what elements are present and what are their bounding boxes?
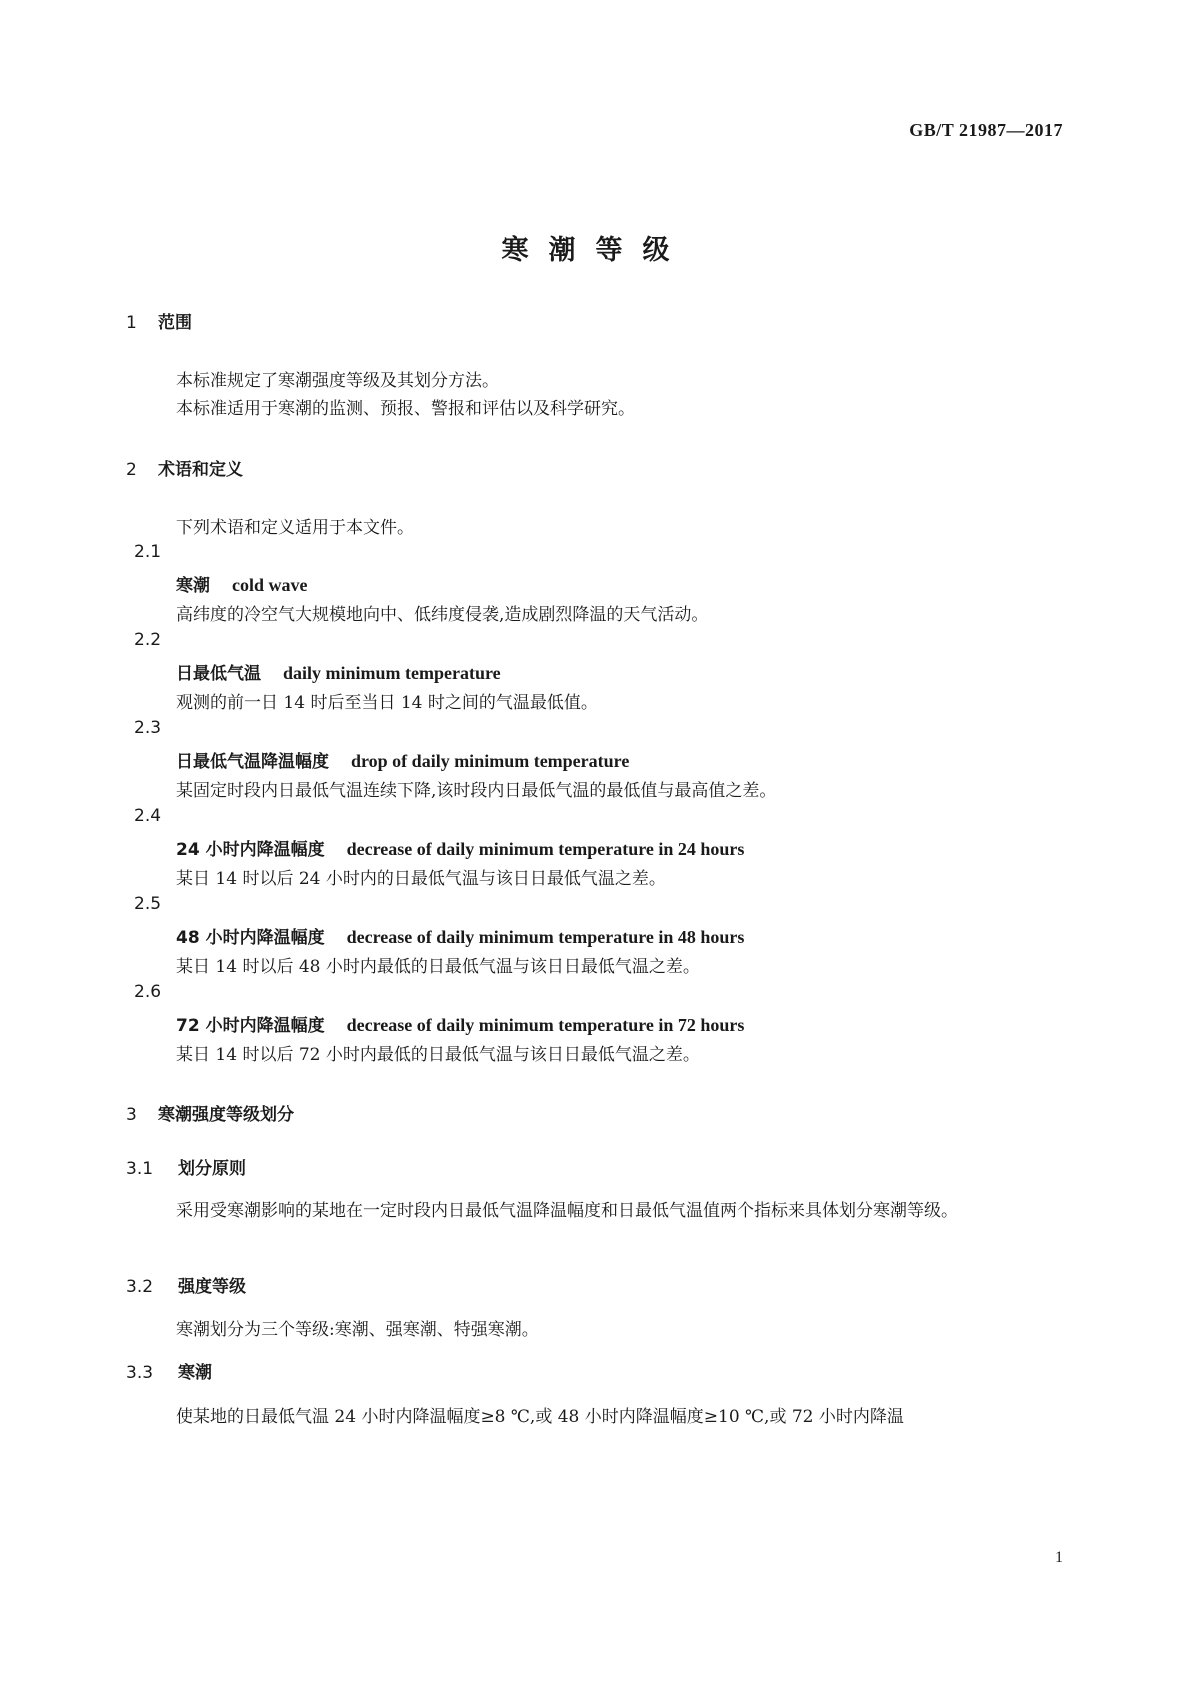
term-number: 2.1 bbox=[134, 542, 162, 562]
section-number: 3.3 bbox=[126, 1363, 154, 1383]
paragraph: 采用受寒潮影响的某地在一定时段内日最低气温降温幅度和日最低气温值两个指标来具体划分寒潮等级。 bbox=[176, 1201, 958, 1221]
term-definition: 观测的前一日 14 时后至当日 14 时之间的气温最低值。 bbox=[176, 693, 598, 713]
term-en: cold wave bbox=[232, 575, 308, 595]
section-number: 1 bbox=[126, 313, 137, 333]
term-definition: 某固定时段内日最低气温连续下降,该时段内日最低气温的最低值与最高值之差。 bbox=[176, 781, 777, 801]
term-heading bbox=[176, 1011, 744, 1036]
term-zh: 72 小时内降温幅度 bbox=[176, 1016, 325, 1036]
term-heading bbox=[176, 835, 744, 860]
term-en: decrease of daily minimum temperature in 72 hours bbox=[346, 1015, 745, 1035]
subsection-3-1-heading bbox=[126, 1154, 246, 1179]
section-title: 术语和定义 bbox=[158, 460, 243, 480]
term-en: drop of daily minimum temperature bbox=[351, 751, 630, 771]
section-number: 3.1 bbox=[126, 1159, 154, 1179]
section-title: 范围 bbox=[158, 313, 192, 333]
term-zh: 24 小时内降温幅度 bbox=[176, 840, 325, 860]
section-title: 寒潮强度等级划分 bbox=[158, 1105, 294, 1125]
term-heading bbox=[176, 923, 744, 948]
term-en: decrease of daily minimum temperature in 48 hours bbox=[346, 927, 745, 947]
section-title: 划分原则 bbox=[178, 1159, 246, 1179]
term-heading bbox=[176, 571, 308, 596]
term-number: 2.3 bbox=[134, 718, 162, 738]
term-heading bbox=[176, 659, 501, 684]
section-3-heading bbox=[126, 1100, 294, 1125]
paragraph: 下列术语和定义适用于本文件。 bbox=[176, 518, 414, 538]
term-number: 2.5 bbox=[134, 894, 162, 914]
page-number: 1 bbox=[1055, 1549, 1063, 1566]
section-number: 3 bbox=[126, 1105, 137, 1125]
term-number: 2.2 bbox=[134, 630, 162, 650]
paragraph: 本标准适用于寒潮的监测、预报、警报和评估以及科学研究。 bbox=[176, 399, 635, 419]
section-number: 2 bbox=[126, 460, 137, 480]
section-2-heading bbox=[126, 455, 243, 480]
paragraph: 寒潮划分为三个等级:寒潮、强寒潮、特强寒潮。 bbox=[176, 1320, 539, 1340]
subsection-3-3-heading bbox=[126, 1358, 212, 1383]
section-title: 寒潮 bbox=[178, 1363, 212, 1383]
term-definition: 高纬度的冷空气大规模地向中、低纬度侵袭,造成剧烈降温的天气活动。 bbox=[176, 605, 709, 625]
term-number: 2.4 bbox=[134, 806, 162, 826]
paragraph: 本标准规定了寒潮强度等级及其划分方法。 bbox=[176, 371, 499, 391]
section-title: 强度等级 bbox=[178, 1277, 246, 1297]
subsection-3-2-heading bbox=[126, 1272, 246, 1297]
paragraph: 使某地的日最低气温 24 小时内降温幅度≥8 ℃,或 48 小时内降温幅度≥10 ℃,或 72 小时内降温 bbox=[176, 1407, 904, 1427]
term-zh: 寒潮 bbox=[176, 576, 210, 596]
section-1-heading bbox=[126, 308, 192, 333]
term-zh: 日最低气温降温幅度 bbox=[176, 752, 329, 772]
term-zh: 日最低气温 bbox=[176, 664, 261, 684]
document-title: 寒潮等级 bbox=[501, 235, 690, 266]
term-number: 2.6 bbox=[134, 982, 162, 1002]
term-zh: 48 小时内降温幅度 bbox=[176, 928, 325, 948]
standard-number: GB/T 21987—2017 bbox=[909, 120, 1063, 140]
term-en: decrease of daily minimum temperature in 24 hours bbox=[346, 839, 745, 859]
term-heading bbox=[176, 747, 629, 772]
term-definition: 某日 14 时以后 48 小时内最低的日最低气温与该日日最低气温之差。 bbox=[176, 957, 700, 977]
term-definition: 某日 14 时以后 72 小时内最低的日最低气温与该日日最低气温之差。 bbox=[176, 1045, 700, 1065]
section-number: 3.2 bbox=[126, 1277, 154, 1297]
term-definition: 某日 14 时以后 24 小时内的日最低气温与该日日最低气温之差。 bbox=[176, 869, 666, 889]
term-en: daily minimum temperature bbox=[283, 663, 501, 683]
